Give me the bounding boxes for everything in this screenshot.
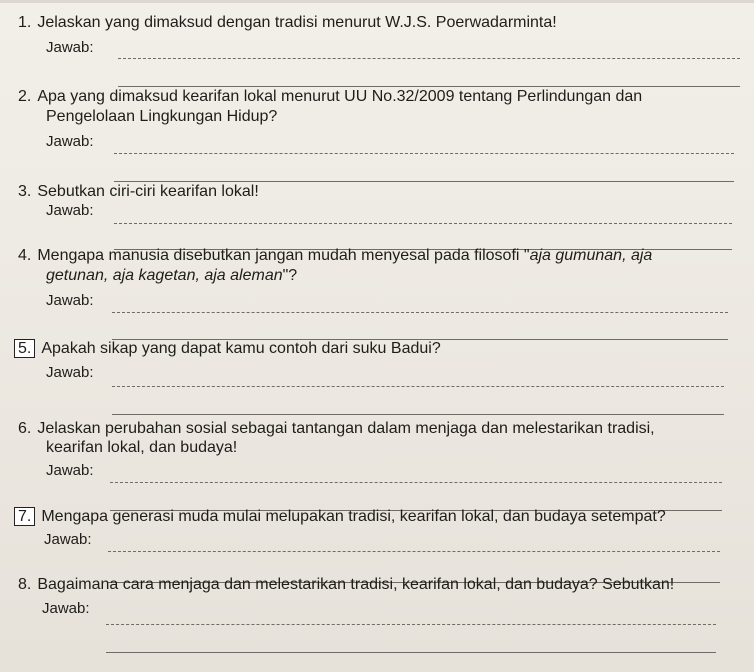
- question-7-line-1: Mengapa generasi muda mulai melupakan tradisi, kearifan lokal, dan budaya setempat?: [41, 508, 666, 525]
- question-8-answer-line-1[interactable]: [106, 624, 716, 625]
- question-6-line-2: kearifan lokal, dan budaya!: [46, 439, 238, 456]
- question-8-number: 8.: [18, 576, 32, 593]
- question-2-line-1: Apa yang dimaksud kearifan lokal menurut UU No.32/2009 tentang Perlindungan dan: [37, 88, 643, 105]
- question-8-answer-label: Jawab:: [42, 600, 90, 617]
- question-4-text-line-2: [46, 266, 297, 286]
- question-3-answer-line-1[interactable]: [114, 223, 732, 224]
- question-4-answer-line-1[interactable]: [112, 312, 728, 313]
- question-1-answer-label: Jawab:: [46, 39, 94, 56]
- question-5-text: [14, 339, 441, 359]
- question-1-line-1: Jelaskan yang dimaksud dengan tradisi menurut W.J.S. Poerwadarminta!: [37, 14, 557, 31]
- question-4-number: 4.: [18, 247, 32, 264]
- question-4-text-line-1: [18, 246, 652, 266]
- question-8-line-1: Bagaimana cara menjaga dan melestarikan tradisi, kearifan lokal, dan budaya? Sebutkan!: [37, 576, 675, 593]
- question-2-answer-line-1[interactable]: [114, 153, 734, 154]
- question-1-answer-line-1[interactable]: [118, 58, 740, 59]
- question-6-text-line-1: [18, 419, 655, 439]
- question-8-text: [18, 575, 674, 595]
- question-7-answer-line-1[interactable]: [108, 551, 720, 552]
- question-2-number: 2.: [18, 88, 32, 105]
- question-5-answer-line-1[interactable]: [112, 386, 724, 387]
- question-5-number: 5.: [14, 339, 35, 358]
- question-4-answer-label: Jawab:: [46, 292, 94, 309]
- question-5-line-1: Apakah sikap yang dapat kamu contoh dari suku Badui?: [41, 340, 441, 357]
- question-8-answer-line-2[interactable]: [106, 652, 716, 653]
- question-4-line-2-italic: getunan, aja kagetan, aja aleman: [46, 267, 283, 284]
- question-4-line-1-italic: aja gumunan, aja: [529, 247, 653, 264]
- question-6-number: 6.: [18, 420, 32, 437]
- question-2-answer-label: Jawab:: [46, 133, 94, 150]
- question-3-answer-label: Jawab:: [46, 202, 94, 219]
- question-5-answer-label: Jawab:: [46, 364, 94, 381]
- question-6-line-1: Jelaskan perubahan sosial sebagai tantangan dalam menjaga dan melestarikan tradisi,: [37, 420, 655, 437]
- question-3-number: 3.: [18, 183, 32, 200]
- question-4-line-2-suffix: "?: [282, 267, 298, 284]
- question-6-answer-label: Jawab:: [46, 462, 94, 479]
- question-1-number: 1.: [18, 14, 32, 31]
- question-2-text-line-1: [18, 87, 642, 107]
- question-1-text: [18, 13, 557, 33]
- question-3-text: [18, 182, 259, 202]
- question-7-text: [14, 507, 666, 527]
- question-4-line-1-prefix: Mengapa manusia disebutkan jangan mudah menyesal pada filosofi ": [37, 247, 530, 264]
- top-edge: [0, 0, 754, 3]
- question-6-answer-line-1[interactable]: [110, 482, 722, 483]
- question-5-answer-line-2[interactable]: [112, 414, 724, 415]
- question-7-answer-label: Jawab:: [44, 531, 92, 548]
- question-3-line-1: Sebutkan ciri-ciri kearifan lokal!: [37, 183, 259, 200]
- question-2-line-2: Pengelolaan Lingkungan Hidup?: [46, 108, 278, 125]
- question-7-number: 7.: [14, 507, 35, 526]
